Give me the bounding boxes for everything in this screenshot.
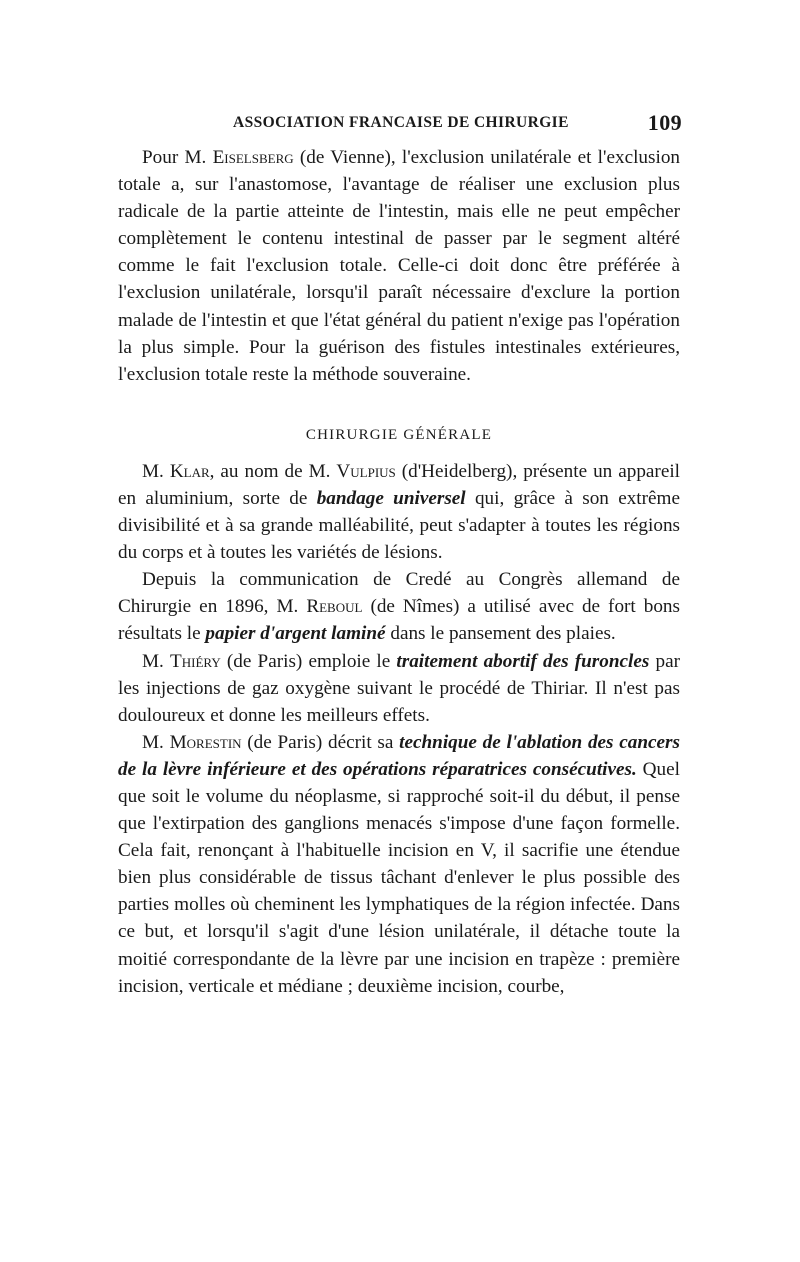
text-run: (de Nîmes) a utilisé avec de fort bons résultats le (118, 596, 680, 645)
text-run: (de Paris) emploie le (220, 650, 397, 672)
text-run: M. (142, 460, 170, 482)
text-run: Pour M. (142, 147, 213, 168)
paragraph-klar (118, 458, 680, 566)
text-run: dans le pansement des plaies. (385, 623, 616, 645)
emphasis: bandage universel (316, 487, 466, 509)
text-run: (d'Heidelberg), présente un appareil en aluminium, sorte de (118, 460, 680, 509)
emphasis: technique de l'ablation des cancers de la lèvre inférieure et des opérations réparatrices consécutives. (118, 731, 680, 780)
emphasis: papier d'argent laminé (205, 623, 386, 645)
text-run: , au nom de M. (209, 460, 337, 482)
text-run: par les injections de gaz oxygène suivant le procédé de Thiriar. Il n'est pas douloureux et donne les meilleurs effets. (118, 650, 681, 726)
paragraph-eiselsberg (118, 144, 680, 388)
emphasis: traitement abortif des furoncles (396, 650, 650, 672)
text-run: (de Paris) décrit sa (241, 731, 400, 753)
paragraph-thiery (118, 648, 680, 729)
paragraph-reboul (118, 566, 680, 647)
running-title: ASSOCIATION FRANCAISE DE CHIRURGIE (233, 114, 569, 131)
running-header (118, 110, 680, 144)
text-run: (de Vienne), l'exclusion unilatérale et l'exclusion totale a, sur l'anastomose, l'avantage de réaliser une exclusion plus radicale de la partie atteinte de l'intestin, mais elle ne peut empêcher complètement le contenu intestinal de passer par le segment altéré comme le fait l'exclusion totale. Celle-ci doit donc être préférée à l'exclusion unilatérale, lorsqu'il paraît nécessaire d'exclure la portion malade de l'intestin et que l'état général du patient n'exige pas l'opération la plus simple. Pour la guérison des fistules intestinales extérieures, l'exclusion totale reste la méthode souveraine. (118, 147, 681, 385)
author-name: Thiéry (170, 650, 221, 672)
text-run: qui, grâce à son extrême divisibilité et à sa grande malléabilité, peut s'adapter à toutes les régions du corps et à toutes les variétés de lésions. (118, 487, 680, 564)
text-run: M. (142, 650, 171, 672)
paragraph-morestin (118, 729, 680, 1000)
author-name: Klar (169, 460, 210, 482)
author-name: Morestin (169, 731, 242, 753)
author-name: Vulpius (336, 460, 396, 482)
text-run: M. (142, 731, 170, 753)
book-page (118, 110, 680, 1000)
text-run: Quel que soit le volume du néoplasme, si rapproché soit-il du début, il pense que l'extirpation des ganglions menacés s'impose d'une façon formelle. Cela fait, renonçant à l'habituelle incision en V, il sacrifie une étendue bien plus considérable de tissus tâchant d'enlever le plus possible des parties molles où cheminent les lymphatiques de la région infectée. Dans ce but, et lorsqu'il s'agit d'une lésion unilatérale, il détache toute la moitié correspondante de la lèvre par une incision en trapèze : première incision, verticale et médiane ; deuxième incision, courbe, (118, 758, 680, 997)
section-heading: CHIRURGIE GÉNÉRALE (305, 426, 493, 443)
author-name: Reboul (306, 596, 363, 618)
page-number: 109 (647, 110, 682, 135)
text-run: Depuis la communication de Credé au Congrès allemand de Chirurgie en 1896, M. (118, 569, 680, 618)
author-name: Eiselsberg (212, 147, 294, 168)
